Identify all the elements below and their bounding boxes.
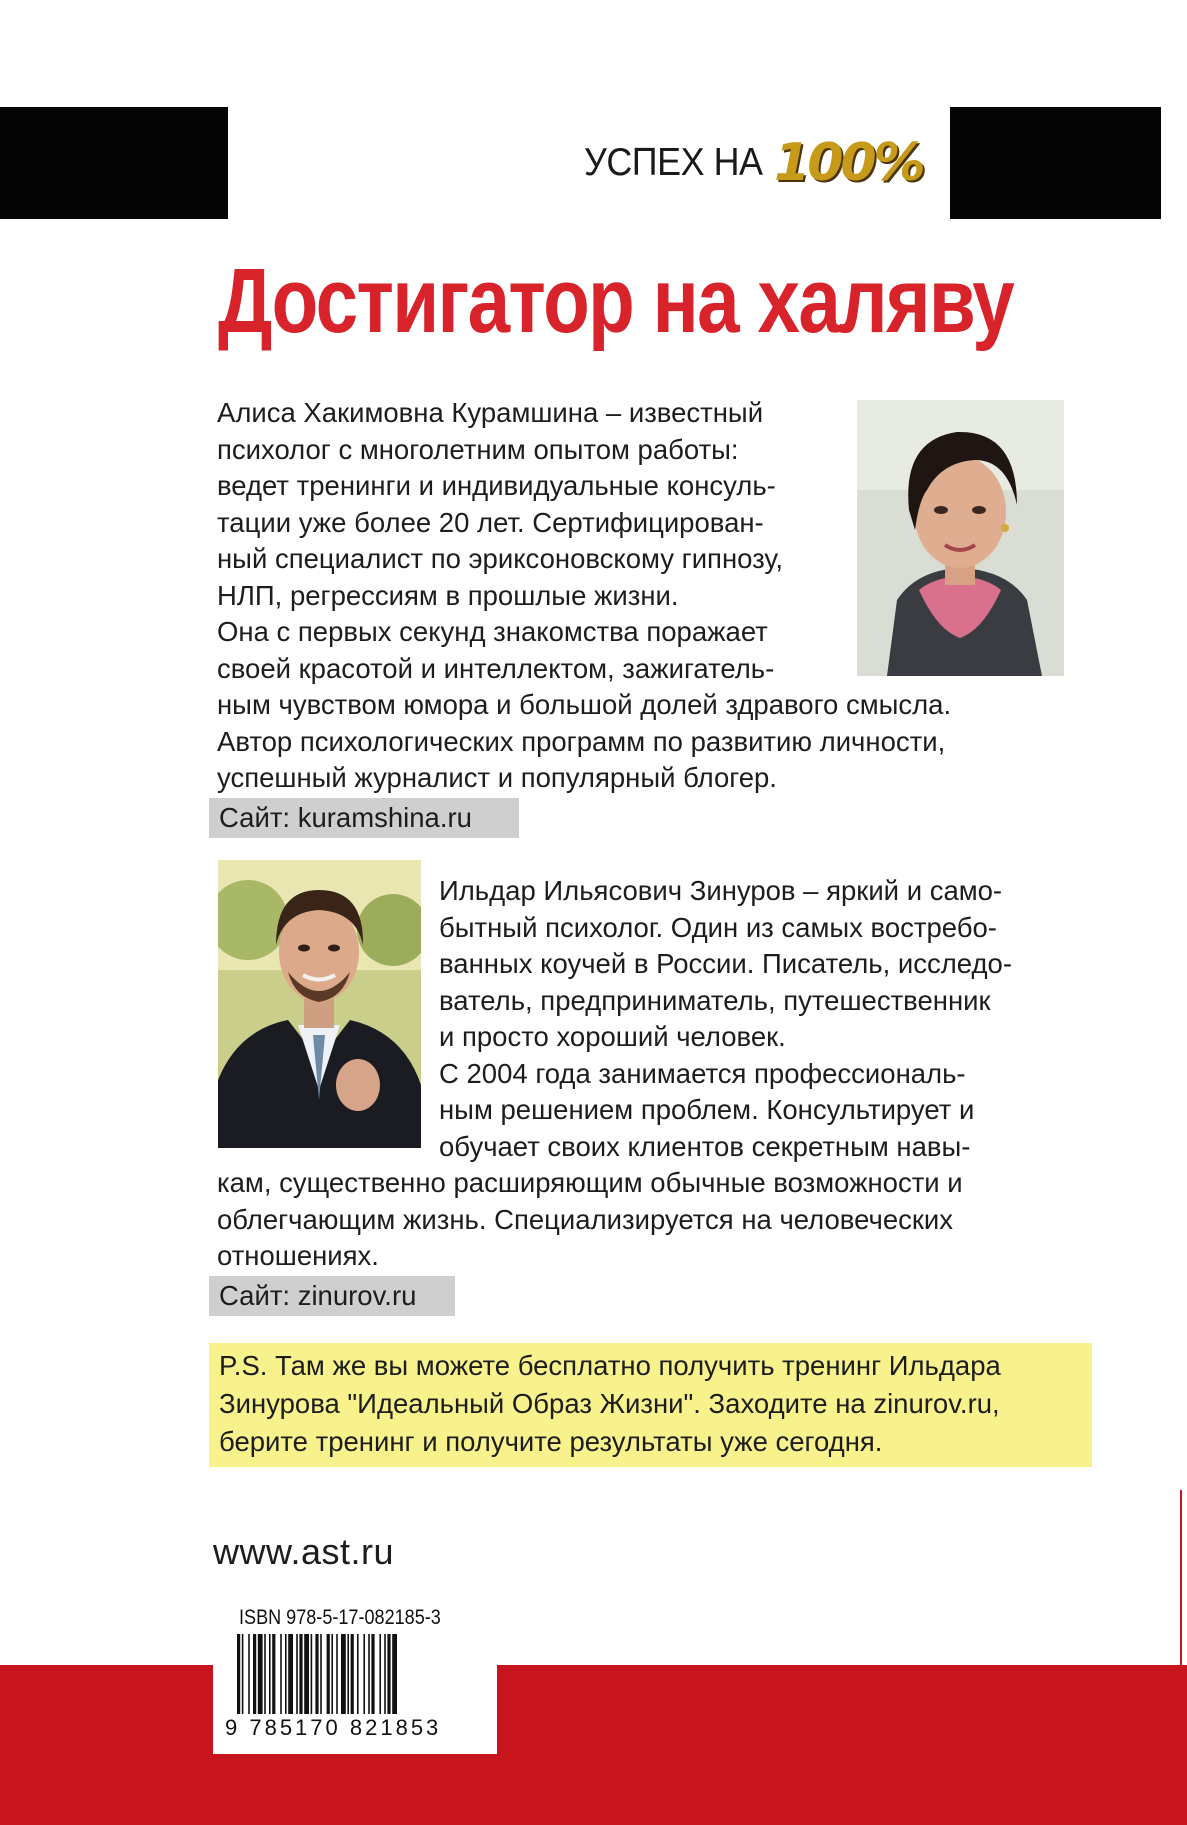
barcode-bar <box>368 1634 370 1714</box>
bio-line: НЛП, регрессиям в прошлые жизни. <box>217 579 679 611</box>
series-badge: 100% <box>774 133 923 193</box>
edge-mark <box>1180 1490 1182 1668</box>
ps-line: берите тренинг и получите результаты уже сегодня. <box>219 1426 883 1457</box>
bio-line: ный специалист по эриксоновскому гипнозу, <box>217 543 784 574</box>
bio-line: обучает своих клиентов секретным навы- <box>439 1130 971 1162</box>
barcode-bar <box>315 1634 318 1714</box>
bio-line: своей красотой и интеллектом, зажигатель- <box>217 652 775 684</box>
bio-line: отношениях. <box>217 1240 379 1271</box>
author1-bio <box>217 395 1063 797</box>
bio-line: ведет тренинги и индивидуальные консуль- <box>217 470 776 501</box>
barcode-bar <box>242 1634 244 1714</box>
barcode-bar <box>248 1634 250 1714</box>
barcode-bar <box>237 1634 240 1714</box>
barcode-bar <box>272 1634 275 1714</box>
bio-line: Алиса Хакимовна Курамшина – известный <box>217 397 764 428</box>
bio-line: облегчающим жизнь. Специализируется на человеческих <box>217 1203 954 1235</box>
black-bar-left <box>0 107 228 219</box>
book-title: Достигатор на халяву <box>218 250 1014 352</box>
bio-line: Автор психологических программ по развитию личности, <box>217 725 946 757</box>
barcode-bar <box>280 1634 282 1714</box>
barcode-bar <box>253 1634 256 1714</box>
black-bar-right <box>950 107 1161 219</box>
bio-line: ватель, предприниматель, путешественник <box>439 984 991 1016</box>
bio-line: Ильдар Ильясович Зинуров – яркий и само- <box>439 875 1003 906</box>
barcode-icon <box>237 1634 465 1714</box>
ps-note <box>209 1343 1092 1467</box>
barcode-bar <box>331 1634 333 1714</box>
bio-line: бытный психолог. Один из самых востребо- <box>439 911 997 943</box>
barcode-bar <box>336 1634 338 1714</box>
barcode-bar <box>311 1634 313 1714</box>
barcode-bar <box>320 1634 322 1714</box>
barcode-bar <box>285 1634 287 1714</box>
bio-line: Она с первых секунд знакомства поражает <box>217 616 768 647</box>
barcode-bar <box>379 1634 381 1714</box>
barcode-bar <box>384 1634 386 1714</box>
barcode-bar <box>264 1634 266 1714</box>
barcode-bar <box>351 1634 354 1714</box>
publisher-website: www.ast.ru <box>213 1531 395 1572</box>
barcode-bar <box>327 1634 330 1714</box>
bio-line: С 2004 года занимается профессиональ- <box>439 1057 966 1089</box>
series-prefix: УСПЕХ НА <box>584 141 763 184</box>
bio-line: кам, существенно расширяющим обычные возможности и <box>217 1167 963 1198</box>
bio-line: тации уже более 20 лет. Сертифицирован- <box>217 506 764 538</box>
barcode-bar <box>363 1634 365 1714</box>
barcode-bar <box>387 1634 390 1714</box>
barcode-bar <box>341 1634 346 1714</box>
bio-line: ванных коучей в России. Писатель, исследо- <box>439 948 1012 979</box>
barcode-bar <box>371 1634 374 1714</box>
series-logo <box>584 128 923 198</box>
barcode-bar <box>299 1634 302 1714</box>
barcode-bar <box>347 1634 349 1714</box>
barcode-bar <box>392 1634 397 1714</box>
isbn-text: ISBN 978-5-17-082185-3 <box>239 1606 441 1629</box>
bio-line: ным решением проблем. Консультирует и <box>439 1094 975 1125</box>
bio-line: психолог с многолетним опытом работы: <box>217 433 739 465</box>
barcode-bar <box>288 1634 293 1714</box>
bio-line: и просто хороший человек. <box>439 1021 786 1052</box>
bio-line: ным чувством юмора и большой долей здравого смысла. <box>217 689 952 720</box>
barcode-bar <box>269 1634 271 1714</box>
author2-site-label: Сайт: zinurov.ru <box>209 1276 455 1316</box>
ps-line: P.S. Там же вы можете бесплатно получить тренинг Ильдара <box>219 1350 1001 1381</box>
ps-line: Зинурова "Идеальный Образ Жизни". Заходите на zinurov.ru, <box>219 1388 1000 1419</box>
barcode-bar <box>296 1634 298 1714</box>
red-footer-band <box>0 1665 1187 1825</box>
barcode-bar <box>304 1634 309 1714</box>
author1-site-label: Сайт: kuramshina.ru <box>209 798 519 838</box>
barcode-bar <box>357 1634 359 1714</box>
barcode-bar <box>258 1634 263 1714</box>
barcode-number: 9 785170 821853 <box>225 1715 442 1740</box>
bio-line: успешный журналист и популярный блогер. <box>217 762 777 793</box>
author2-bio <box>217 873 1063 1275</box>
